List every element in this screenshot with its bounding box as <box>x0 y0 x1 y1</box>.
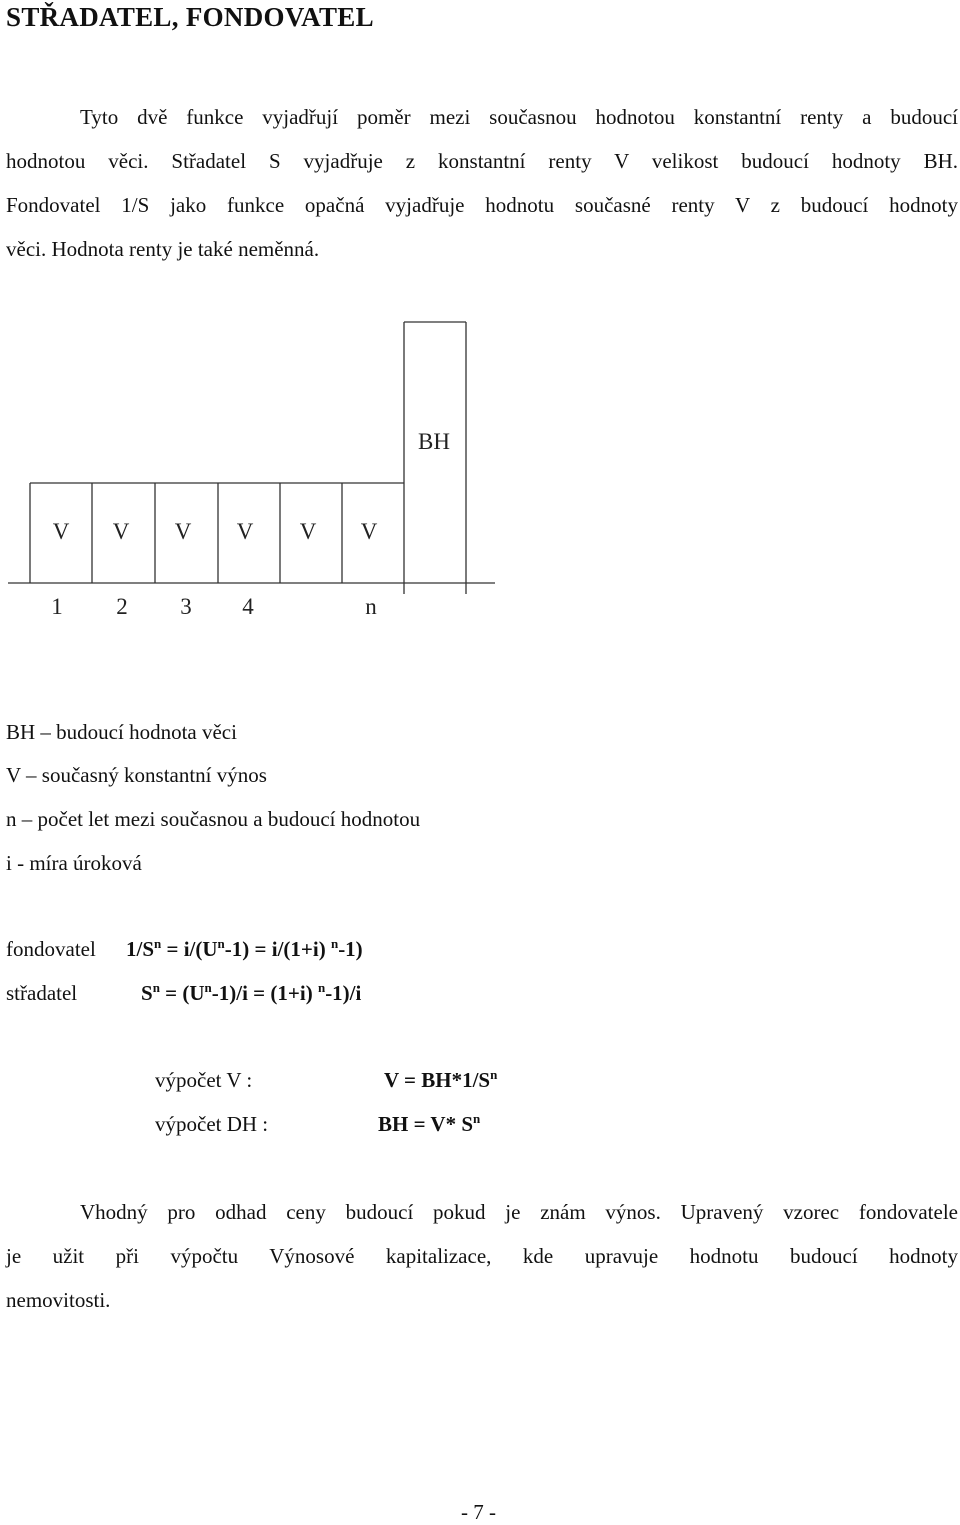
page-title: STŘADATEL, FONDOVATEL <box>6 2 374 32</box>
calc-v-formula: $V = BH*1/S^n$ <box>384 1067 498 1092</box>
intro-line-2: hodnotou věci. Střadatel S vyjadřuje z konstantní renty V velikost budoucí hodnoty BH. <box>6 149 958 173</box>
axis-label: 3 <box>180 594 192 619</box>
axis-label: 4 <box>242 594 254 619</box>
fondovatel-label: fondovatel <box>6 937 96 961</box>
page-number: - 7 - <box>461 1500 496 1524</box>
intro-line-3: Fondovatel 1/S jako funkce opačná vyjadřuje hodnotu současné renty V z budoucí hodnoty <box>6 193 958 217</box>
intro-line-1: Tyto dvě funkce vyjadřují poměr mezi současnou hodnotou konstantní renty a budoucí <box>80 105 958 129</box>
legend-v: V – současný konstantní výnos <box>6 763 267 787</box>
closing-line-1: Vhodný pro odhad ceny budoucí pokud je znám výnos. Upravený vzorec fondovatele <box>80 1200 958 1224</box>
calc-v-label: výpočet V : <box>155 1068 253 1092</box>
legend-n: n – počet let mezi současnou a budoucí hodnotou <box>6 807 421 831</box>
rent-diagram <box>0 300 960 630</box>
v-label: V <box>360 519 378 544</box>
closing-line-2: je užit při výpočtu Výnosové kapitalizace, kde upravuje hodnotu budoucí hodnoty <box>6 1244 958 1268</box>
legend-bh: BH – budoucí hodnota věci <box>6 720 237 744</box>
v-label: V <box>174 519 192 544</box>
bh-label: BH <box>418 429 450 454</box>
stradatel-formula: $S^n = (U^n-1)/i = (1+i)$ $^n$-1)/i <box>141 980 362 1005</box>
intro-line-4: věci. Hodnota renty je také neměnná. <box>6 237 320 261</box>
axis-label: n <box>365 594 377 619</box>
legend-i: i - míra úroková <box>6 851 142 875</box>
axis-label: 1 <box>51 594 63 619</box>
fondovatel-formula: $1/S^n = i/(U^n-1) = i/(1+i)$ $^n$-1) <box>126 936 363 961</box>
v-label: V <box>112 519 130 544</box>
calc-dh-label: výpočet DH : <box>155 1112 269 1136</box>
axis-label: 2 <box>116 594 128 619</box>
v-label: V <box>299 519 317 544</box>
calc-dh-formula: BH = V* $S^n$ <box>378 1111 481 1136</box>
v-label: V <box>236 519 254 544</box>
stradatel-label: střadatel <box>6 981 78 1005</box>
v-label: V <box>52 519 70 544</box>
closing-line-3: nemovitosti. <box>6 1288 111 1312</box>
